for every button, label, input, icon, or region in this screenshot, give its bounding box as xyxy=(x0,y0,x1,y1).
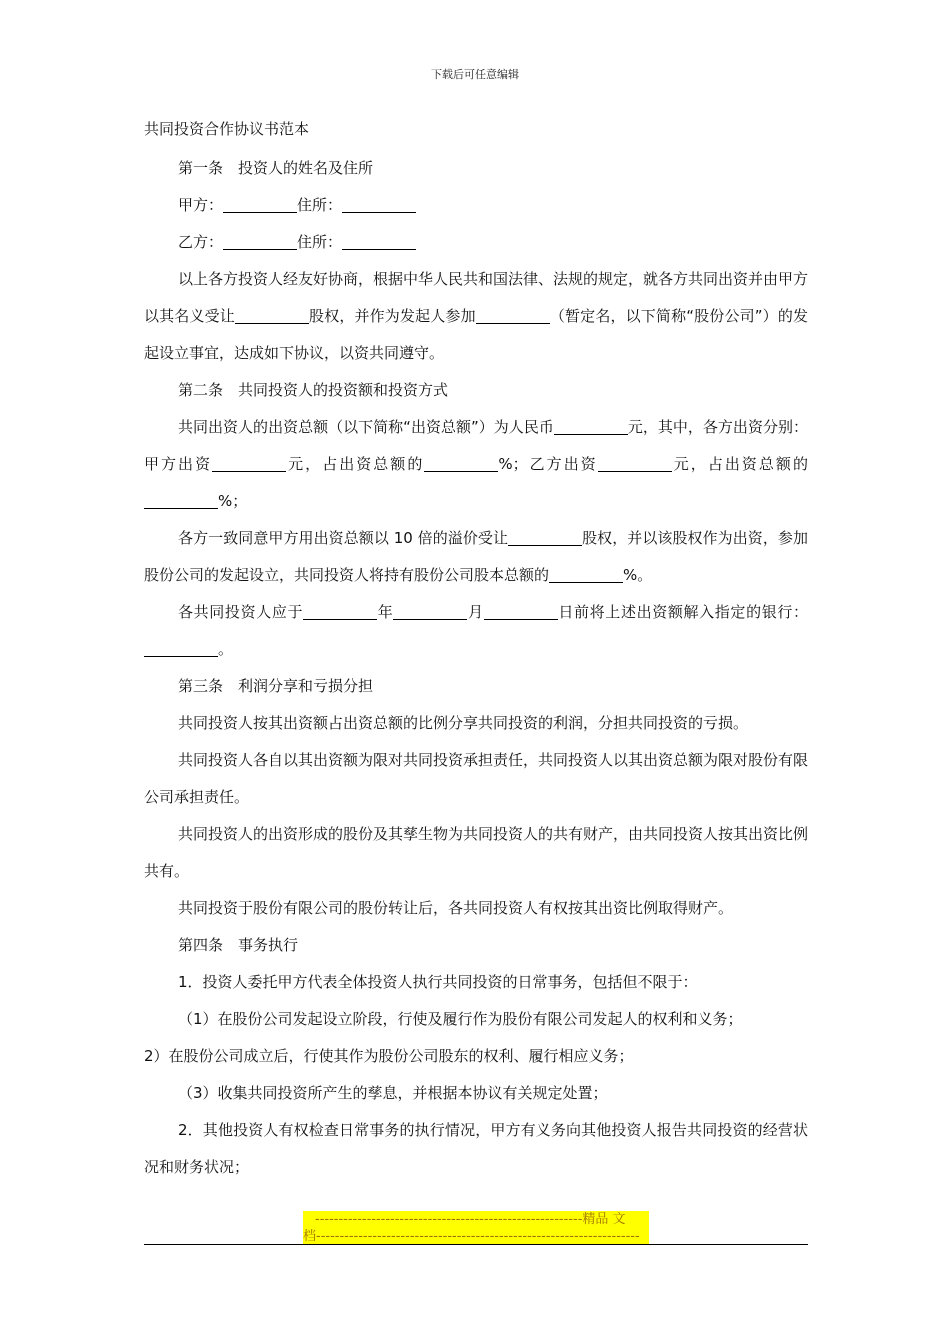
party-b-address-label: 住所： xyxy=(297,233,343,251)
liability-paragraph: 共同投资人各自以其出资额为限对共同投资承担责任，共同投资人以其出资总额为限对股份有限公司承担责任。 xyxy=(144,751,809,806)
contribution-paragraph xyxy=(144,409,808,520)
document-body xyxy=(144,150,808,1186)
article-3-heading: 第三条 利润分享和亏损分担 xyxy=(178,677,374,695)
article-2-heading: 第二条 共同投资人的投资额和投资方式 xyxy=(178,381,449,399)
party-a-line xyxy=(144,187,808,224)
blank-field xyxy=(235,307,309,325)
text-segment: 元，占出资总额的 xyxy=(671,455,808,473)
party-b-line xyxy=(144,224,808,261)
text-segment: 日前将上述出资额解入指定的银行： xyxy=(557,603,808,621)
blank-field xyxy=(554,418,628,436)
payment-date-paragraph xyxy=(144,594,808,668)
text-segment: 各共同投资人应于 xyxy=(178,603,304,621)
blank-field xyxy=(424,455,498,473)
share-transfer-paragraph: 共同投资于股份有限公司的股份转让后，各共同投资人有权按其出资比例取得财产。 xyxy=(178,899,734,917)
footer-line-2: 档--------------------------------------------------------------------- xyxy=(303,1229,640,1244)
text-segment: （暂定名，以下简称“股份公司”）的发起设立事宜，达成如下协议，以资共同遵守。 xyxy=(144,307,808,362)
party-a-label: 甲方： xyxy=(178,196,224,214)
blank-field xyxy=(144,492,218,510)
blank-field xyxy=(144,640,218,658)
page-header: 下载后可任意编辑 xyxy=(431,68,519,81)
blank-field xyxy=(303,603,377,621)
footer-line-1: ---------------------------------------------------------精品 文 xyxy=(315,1212,626,1227)
blank-field xyxy=(393,603,467,621)
blank-field xyxy=(598,455,672,473)
party-b-label: 乙方： xyxy=(178,233,224,251)
text-segment: 元，占出资总额的 xyxy=(286,455,425,473)
text-segment: %； xyxy=(218,492,248,510)
clause-1-item-3: （3）收集共同投资所产生的孳息，并根据本协议有关规定处置； xyxy=(178,1084,608,1102)
blank-field xyxy=(342,196,416,214)
text-segment: 以上各方投资人经友好协商，根据中华人民共和国法律、法规的规定，就各方共同出资并由甲方以其名义受让 xyxy=(144,270,809,325)
blank-field xyxy=(223,196,297,214)
blank-field xyxy=(549,566,623,584)
text-segment: 年 xyxy=(377,603,394,621)
footer-watermark xyxy=(303,1211,649,1245)
profit-sharing-paragraph: 共同投资人按其出资额占出资总额的比例分享共同投资的利润，分担共同投资的亏损。 xyxy=(178,714,749,732)
text-segment: %；乙方出资 xyxy=(498,455,598,473)
blank-field xyxy=(223,233,297,251)
blank-field xyxy=(342,233,416,251)
text-segment: 股权，并以该股权作为出资，参加股份公司的发起设立，共同投资人将持有股份公司股本总额的 xyxy=(144,529,808,584)
text-segment: 股权，并作为发起人参加 xyxy=(308,307,476,325)
article-4-heading: 第四条 事务执行 xyxy=(178,936,299,954)
party-a-address-label: 住所： xyxy=(297,196,343,214)
text-segment: 。 xyxy=(218,640,234,658)
blank-field xyxy=(508,529,582,547)
clause-2: 2．其他投资人有权检查日常事务的执行情况，甲方有义务向其他投资人报告共同投资的经营状况和财务状况； xyxy=(144,1121,808,1176)
document-title: 共同投资合作协议书范本 xyxy=(144,120,310,138)
joint-property-paragraph: 共同投资人的出资形成的股份及其孳生物为共同投资人的共有财产，由共同投资人按其出资比例共有。 xyxy=(144,825,809,880)
text-segment: 月 xyxy=(467,603,484,621)
article-1-heading: 第一条 投资人的姓名及住所 xyxy=(178,159,374,177)
clause-1-item-2: 2）在股份公司成立后，行使其作为股份公司股东的权利、履行相应义务； xyxy=(144,1047,634,1065)
blank-field xyxy=(212,455,286,473)
text-segment: 元，其中，各方出资分别：甲方出资 xyxy=(144,418,808,473)
premium-paragraph xyxy=(144,520,808,594)
clause-1: 1．投资人委托甲方代表全体投资人执行共同投资的日常事务，包括但不限于： xyxy=(178,973,698,991)
text-segment: %。 xyxy=(623,566,653,584)
preamble-paragraph xyxy=(144,261,808,372)
clause-1-item-1: （1）在股份公司发起设立阶段，行使及履行作为股份有限公司发起人的权利和义务； xyxy=(178,1010,743,1028)
text-segment: 各方一致同意甲方用出资总额以 10 倍的溢价受让 xyxy=(178,529,509,547)
blank-field xyxy=(484,603,558,621)
footer-divider xyxy=(144,1244,808,1245)
text-segment: 共同出资人的出资总额（以下简称“出资总额”）为人民币 xyxy=(178,418,554,436)
blank-field xyxy=(476,307,550,325)
